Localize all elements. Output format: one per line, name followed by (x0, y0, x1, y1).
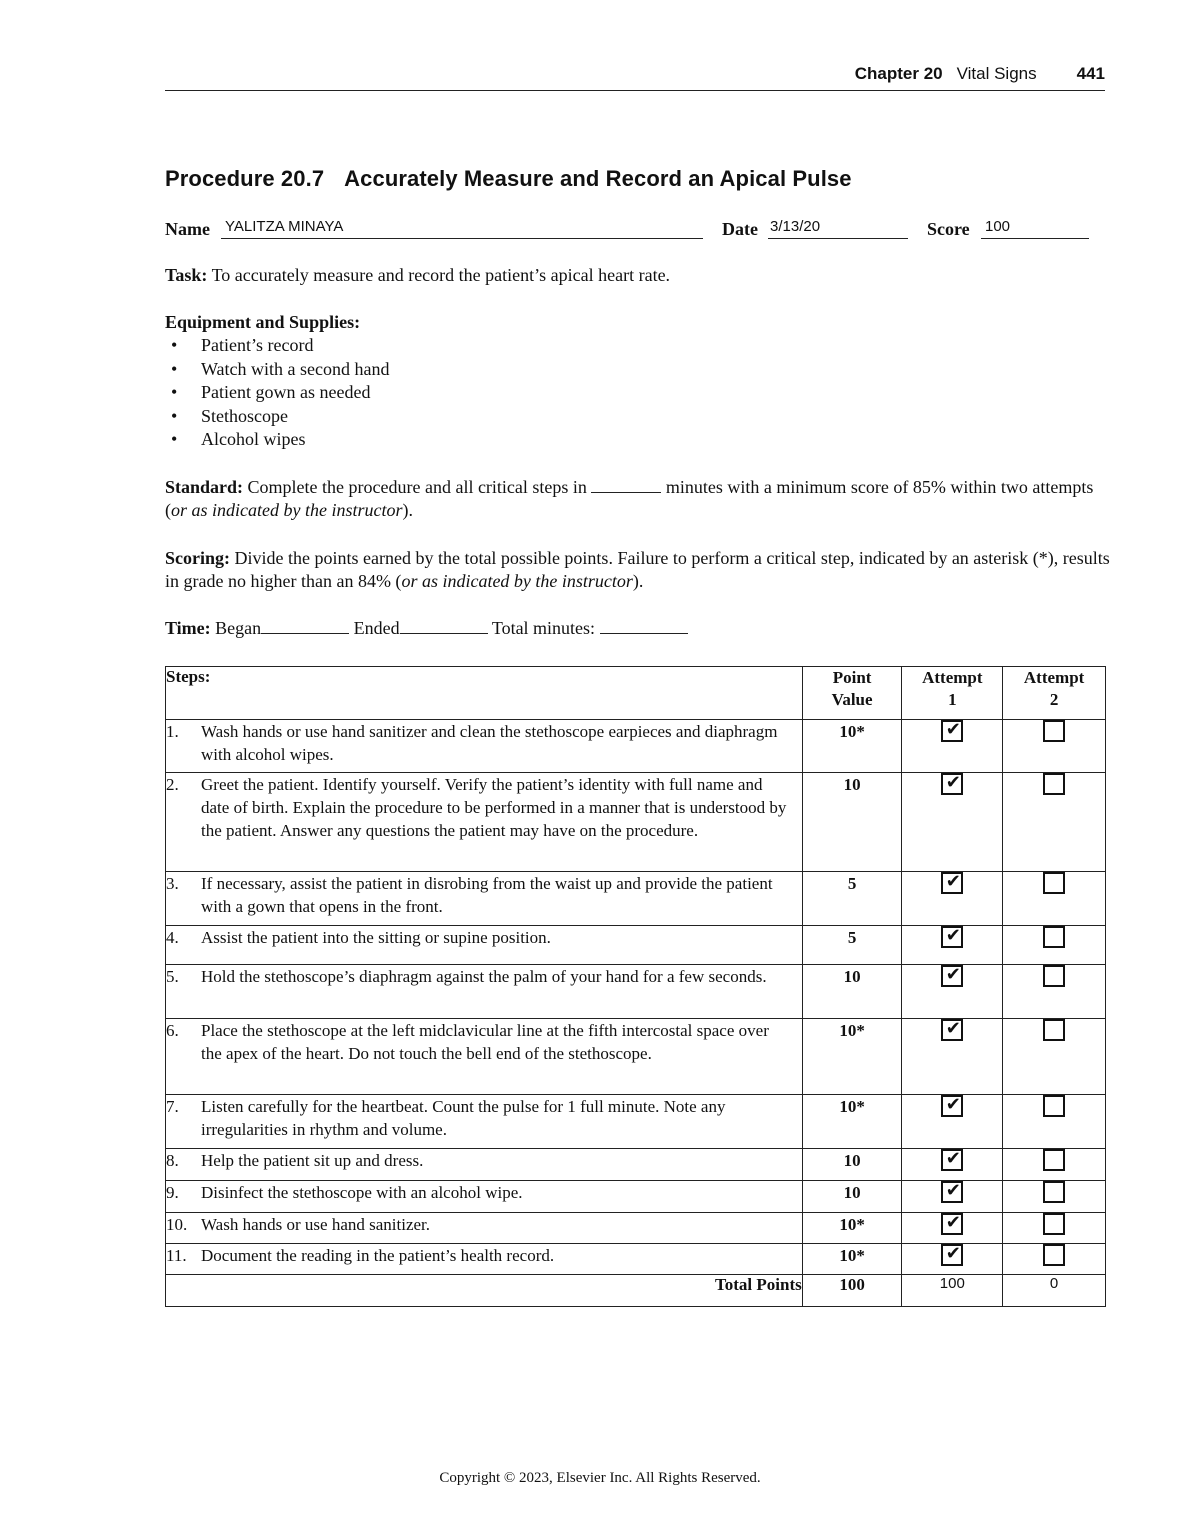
score-field[interactable] (927, 212, 1089, 242)
attempt1-cell (902, 1019, 1003, 1095)
standard-minutes-blank[interactable] (591, 476, 661, 493)
scoring-end: ). (632, 571, 644, 591)
name-field[interactable] (165, 212, 705, 242)
attempt1-cell (902, 1213, 1003, 1244)
table-row (166, 1213, 1106, 1244)
name-value: YALITZA MINAYA (225, 218, 344, 235)
time-ended-label: Ended (353, 618, 400, 638)
equipment-list (165, 334, 1110, 452)
attempt1-checkbox[interactable] (941, 1213, 963, 1235)
scoring-text: Divide the points earned by the total possible points. Failure to perform a critical step, indicated by an asterisk (*), results in grade no higher than an 84% ( (165, 548, 1110, 591)
step-text: Hold the stethoscope’s diaphragm against the palm of your hand for a few seconds. (201, 967, 767, 986)
standard-italic: or as indicated by the instructor (171, 500, 403, 520)
table-row (166, 1244, 1106, 1275)
check-mark-icon: ✔ (945, 1148, 961, 1170)
time-began-label: Began (215, 618, 262, 638)
attempt1-cell (902, 965, 1003, 1019)
step-text: Listen carefully for the heartbeat. Count the pulse for 1 full minute. Note any irregularities in rhythm and volume. (201, 1097, 726, 1139)
step-number: 1. (166, 722, 179, 741)
attempt1-cell (902, 1095, 1003, 1149)
attempt2-cell (1003, 1149, 1106, 1181)
step-points: 10* (802, 1213, 902, 1244)
step-cell (166, 1213, 803, 1244)
check-mark-icon: ✔ (945, 1243, 961, 1265)
list-item: • Patient gown as needed (165, 381, 1110, 405)
check-mark-icon: ✔ (945, 719, 961, 741)
step-points: 10 (802, 1181, 902, 1213)
attempt2-checkbox[interactable] (1043, 1149, 1065, 1171)
step-number: 11. (166, 1246, 187, 1265)
step-number: 7. (166, 1097, 179, 1116)
list-item: • Alcohol wipes (165, 428, 1110, 452)
attempt2-cell (1003, 720, 1106, 773)
task-text: To accurately measure and record the patient’s apical heart rate. (211, 265, 671, 285)
date-value: 3/13/20 (770, 218, 821, 235)
table-row (166, 965, 1106, 1019)
step-cell (166, 926, 803, 965)
step-text: Help the patient sit up and dress. (201, 1151, 424, 1170)
step-number: 8. (166, 1151, 179, 1170)
attempt1-checkbox[interactable] (941, 1019, 963, 1041)
time-total-blank[interactable] (600, 617, 688, 634)
total-points: 100 (802, 1275, 902, 1307)
scoring-paragraph (165, 547, 1110, 593)
check-mark-icon: ✔ (945, 1212, 961, 1234)
table-row (166, 1181, 1106, 1213)
attempt1-checkbox[interactable] (941, 720, 963, 742)
check-mark-icon: ✔ (945, 772, 961, 794)
attempt1-checkbox[interactable] (941, 773, 963, 795)
step-text: Assist the patient into the sitting or supine position. (201, 928, 551, 947)
task-label: Task: (165, 265, 208, 285)
attempt2-checkbox[interactable] (1043, 1213, 1065, 1235)
total-row (166, 1275, 1106, 1307)
step-text: Greet the patient. Identify yourself. Verify the patient’s identity with full name and date of birth. Explain the procedure to be performed in a manner that is understood by the patient. Answer any questions the patient may have on the procedure. (201, 775, 787, 840)
chapter-label: Chapter 20 (854, 64, 943, 83)
attempt2-checkbox[interactable] (1043, 1244, 1065, 1266)
attempt2-checkbox[interactable] (1043, 1095, 1065, 1117)
student-info-row (165, 212, 1105, 242)
step-points: 10* (802, 1095, 902, 1149)
attempt1-cell (902, 1149, 1003, 1181)
step-number: 5. (166, 967, 179, 986)
attempt2-checkbox[interactable] (1043, 720, 1065, 742)
attempt2-cell (1003, 1181, 1106, 1213)
time-began-blank[interactable] (261, 617, 349, 634)
attempt1-checkbox[interactable] (941, 872, 963, 894)
task-paragraph (165, 264, 1110, 287)
table-row (166, 1019, 1106, 1095)
total-label: Total Points (166, 1275, 803, 1307)
procedure-title (165, 166, 852, 192)
attempt2-cell (1003, 773, 1106, 872)
check-mark-icon: ✔ (945, 1180, 961, 1202)
scoring-italic: or as indicated by the instructor (401, 571, 633, 591)
attempt2-checkbox[interactable] (1043, 1181, 1065, 1203)
step-text: Document the reading in the patient’s health record. (201, 1246, 555, 1265)
step-points: 10 (802, 1149, 902, 1181)
step-text: If necessary, assist the patient in disrobing from the waist up and provide the patient with a gown that opens in the front. (201, 874, 773, 916)
name-label: Name (165, 219, 210, 239)
steps-table (165, 666, 1106, 1307)
time-row (165, 617, 1110, 640)
check-mark-icon: ✔ (945, 1018, 961, 1040)
step-cell (166, 1181, 803, 1213)
check-mark-icon: ✔ (945, 925, 961, 947)
time-total-label: Total minutes: (491, 618, 596, 638)
score-value: 100 (985, 218, 1011, 235)
standard-paragraph (165, 476, 1110, 522)
step-cell (166, 1149, 803, 1181)
attempt1-checkbox[interactable] (941, 1149, 963, 1171)
step-points: 10* (802, 720, 902, 773)
step-points: 10* (802, 1244, 902, 1275)
step-number: 2. (166, 775, 179, 794)
check-mark-icon: ✔ (945, 871, 961, 893)
standard-label: Standard: (165, 477, 244, 497)
table-row (166, 872, 1106, 926)
chapter-subject: Vital Signs (956, 64, 1037, 83)
steps-header: Steps: (166, 667, 803, 720)
time-ended-blank[interactable] (400, 617, 488, 634)
attempt1-cell (902, 773, 1003, 872)
step-number: 10. (166, 1215, 188, 1234)
table-row (166, 1149, 1106, 1181)
step-cell (166, 965, 803, 1019)
list-item: • Patient’s record (165, 334, 1110, 358)
attempt2-checkbox[interactable] (1043, 926, 1065, 948)
attempt1-checkbox[interactable] (941, 926, 963, 948)
standard-text-b: minutes with a minimum score of 85% within two attempts ( (165, 477, 1094, 520)
total-attempt2: 0 (1003, 1275, 1106, 1307)
standard-text-a: Complete the procedure and all critical steps in (247, 477, 587, 497)
check-mark-icon: ✔ (945, 964, 961, 986)
step-text: Place the stethoscope at the left midclavicular line at the fifth intercostal space over the apex of the heart. Do not touch the bell end of the stethoscope. (201, 1021, 769, 1063)
step-points: 5 (802, 872, 902, 926)
step-text: Wash hands or use hand sanitizer. (201, 1215, 431, 1234)
attempt1-header: Attempt 1 (902, 667, 1003, 720)
attempt1-cell (902, 720, 1003, 773)
attempt2-checkbox[interactable] (1043, 1019, 1065, 1041)
step-cell (166, 1244, 803, 1275)
attempt2-cell (1003, 926, 1106, 965)
attempt1-cell (902, 1244, 1003, 1275)
step-cell (166, 1019, 803, 1095)
step-cell (166, 773, 803, 872)
list-item: • Watch with a second hand (165, 358, 1110, 382)
table-row (166, 926, 1106, 965)
step-number: 3. (166, 874, 179, 893)
page-number: 441 (1076, 64, 1105, 83)
date-underline (768, 238, 908, 239)
attempt1-checkbox[interactable] (941, 1095, 963, 1117)
attempt2-checkbox[interactable] (1043, 965, 1065, 987)
step-number: 4. (166, 928, 179, 947)
step-cell (166, 720, 803, 773)
list-item: • Stethoscope (165, 405, 1110, 429)
time-label: Time: (165, 618, 211, 638)
step-points: 10 (802, 965, 902, 1019)
date-label: Date (722, 219, 758, 239)
step-points: 10* (802, 1019, 902, 1095)
date-field[interactable] (722, 212, 908, 242)
step-cell (166, 1095, 803, 1149)
equipment-section (165, 311, 1110, 452)
attempt2-cell (1003, 872, 1106, 926)
copyright-footer: Copyright © 2023, Elsevier Inc. All Rights Reserved. (439, 1470, 761, 1486)
attempt1-checkbox[interactable] (941, 1244, 963, 1266)
page-header (165, 62, 1105, 91)
score-underline (981, 238, 1089, 239)
attempt1-cell (902, 872, 1003, 926)
attempt1-checkbox[interactable] (941, 1181, 963, 1203)
attempt1-cell (902, 1181, 1003, 1213)
attempt2-cell (1003, 1095, 1106, 1149)
standard-end: ). (402, 500, 413, 520)
step-text: Wash hands or use hand sanitizer and clean the stethoscope earpieces and diaphragm with alcohol wipes. (201, 722, 778, 764)
equipment-label: Equipment and Supplies: (165, 312, 361, 332)
table-row (166, 720, 1106, 773)
scoring-label: Scoring: (165, 548, 230, 568)
point-value-header: Point Value (802, 667, 902, 720)
procedure-number: Procedure 20.7 (165, 166, 325, 191)
attempt2-checkbox[interactable] (1043, 872, 1065, 894)
score-label: Score (927, 219, 970, 239)
attempt2-checkbox[interactable] (1043, 773, 1065, 795)
step-cell (166, 872, 803, 926)
procedure-name: Accurately Measure and Record an Apical Pulse (344, 166, 852, 191)
step-number: 9. (166, 1183, 179, 1202)
attempt2-header: Attempt 2 (1003, 667, 1106, 720)
step-text: Disinfect the stethoscope with an alcohol wipe. (201, 1183, 523, 1202)
attempt2-cell (1003, 1019, 1106, 1095)
step-points: 10 (802, 773, 902, 872)
total-attempt1: 100 (902, 1275, 1003, 1307)
name-underline (221, 238, 703, 239)
attempt2-cell (1003, 965, 1106, 1019)
check-mark-icon: ✔ (945, 1094, 961, 1116)
attempt1-cell (902, 926, 1003, 965)
attempt2-cell (1003, 1244, 1106, 1275)
attempt1-checkbox[interactable] (941, 965, 963, 987)
step-number: 6. (166, 1021, 179, 1040)
table-row (166, 773, 1106, 872)
table-header-row (166, 667, 1106, 720)
step-points: 5 (802, 926, 902, 965)
table-row (166, 1095, 1106, 1149)
attempt2-cell (1003, 1213, 1106, 1244)
